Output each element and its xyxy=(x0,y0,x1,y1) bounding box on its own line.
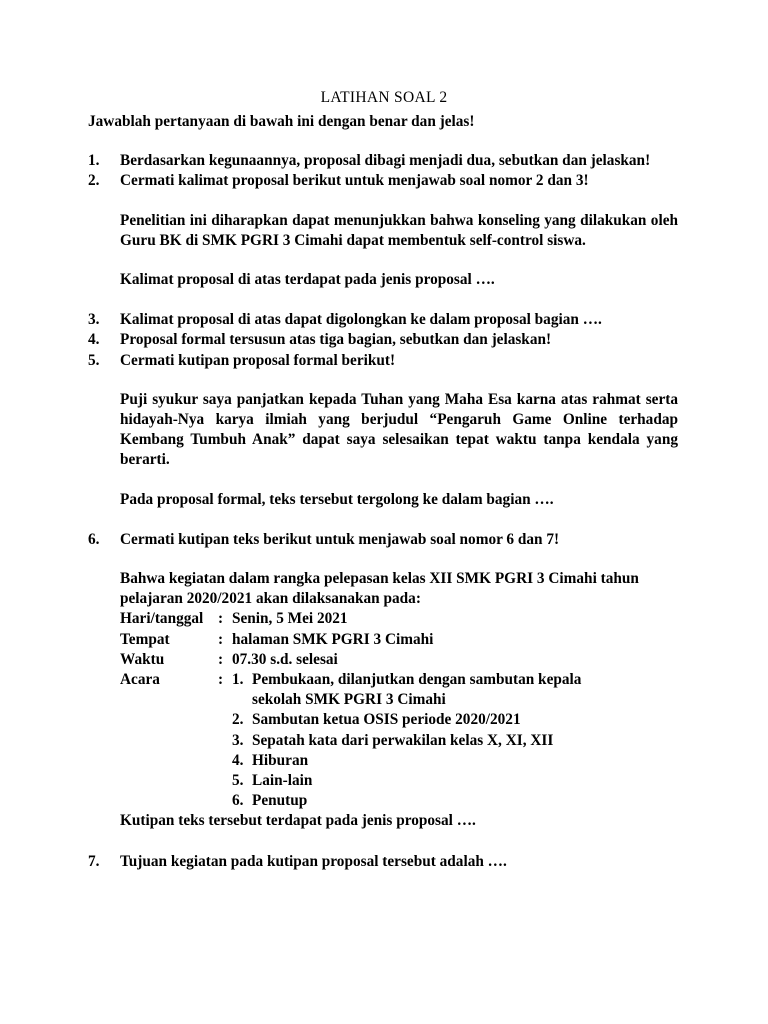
question-text-3: Kalimat proposal di atas dapat digolongkan ke dalam proposal bagian …. xyxy=(120,311,602,329)
detail-label: Waktu xyxy=(120,650,165,668)
agenda-number: 1. xyxy=(232,671,244,689)
question-item-5 xyxy=(88,351,678,371)
question-6-followup: Kutipan teks tersebut terdapat pada jenis proposal …. xyxy=(120,812,476,830)
agenda-number: 4. xyxy=(232,751,244,769)
question-number-2: 2. xyxy=(88,172,100,190)
agenda-item xyxy=(232,670,678,690)
question-item-1 xyxy=(88,151,678,171)
question-number-4: 4. xyxy=(88,331,100,349)
agenda-text: Hiburan xyxy=(252,751,309,769)
detail-label: Tempat xyxy=(120,630,170,648)
question-number-6: 6. xyxy=(88,530,100,548)
question-item-6 xyxy=(88,530,678,550)
spacer xyxy=(88,290,678,310)
agenda-number: 5. xyxy=(232,772,244,790)
question-2-passage: Penelitian ini diharapkan dapat menunjukkan bahwa konseling yang dilakukan oleh Guru BK di SMK PGRI 3 Cimahi dapat membentuk self-control siswa. xyxy=(120,211,678,249)
question-number-1: 1. xyxy=(88,152,100,170)
detail-separator: : xyxy=(218,610,224,628)
question-text-4: Proposal formal tersusun atas tiga bagian, sebutkan dan jelaskan! xyxy=(120,331,552,349)
detail-label: Hari/tanggal xyxy=(120,610,204,628)
question-number-5: 5. xyxy=(88,351,100,369)
document-body xyxy=(88,112,678,872)
agenda-continuation: sekolah SMK PGRI 3 Cimahi xyxy=(252,691,446,709)
detail-row-hari-tanggal xyxy=(120,609,678,629)
question-item-2 xyxy=(88,171,678,191)
agenda-number: 6. xyxy=(232,792,244,810)
question-number-3: 3. xyxy=(88,311,100,329)
agenda-number: 3. xyxy=(232,731,244,749)
question-text-2: Cermati kalimat proposal berikut untuk menjawab soal nomor 2 dan 3! xyxy=(120,172,589,190)
announcement-intro: Bahwa kegiatan dalam rangka pelepasan kelas XII SMK PGRI 3 Cimahi tahun pelajaran 2020/2021 akan dilaksanakan pada: xyxy=(120,570,639,608)
spacer xyxy=(88,471,678,490)
question-text-7: Tujuan kegiatan pada kutipan proposal tersebut adalah …. xyxy=(120,852,507,870)
agenda-text: Sambutan ketua OSIS periode 2020/2021 xyxy=(252,711,521,729)
instruction-line: Jawablah pertanyaan di bawah ini dengan benar dan jelas! xyxy=(88,113,475,130)
detail-row-acara xyxy=(120,670,678,811)
question-text-6: Cermati kutipan teks berikut untuk menjawab soal nomor 6 dan 7! xyxy=(120,530,560,548)
question-item-4 xyxy=(88,330,678,350)
question-text-5: Cermati kutipan proposal formal berikut! xyxy=(120,351,396,369)
question-2-followup: Kalimat proposal di atas terdapat pada jenis proposal …. xyxy=(120,271,495,289)
agenda-text: Sepatah kata dari perwakilan kelas X, XI, XII xyxy=(252,731,554,749)
detail-separator: : xyxy=(218,630,224,648)
detail-row-tempat xyxy=(120,630,678,650)
agenda-list xyxy=(232,670,678,811)
detail-row-waktu xyxy=(120,650,678,670)
question-item-7 xyxy=(88,852,678,872)
agenda-text: Penutup xyxy=(252,792,308,810)
question-6-passage xyxy=(120,569,678,832)
detail-value: Senin, 5 Mei 2021 xyxy=(232,610,348,628)
question-item-3 xyxy=(88,310,678,330)
detail-label: Acara xyxy=(120,671,160,689)
page-title: LATIHAN SOAL 2 xyxy=(320,89,448,107)
detail-value: halaman SMK PGRI 3 Cimahi xyxy=(232,630,434,648)
agenda-text: Pembukaan, dilanjutkan dengan sambutan kepala xyxy=(252,671,582,689)
spacer xyxy=(88,510,678,530)
detail-separator: : xyxy=(218,671,224,689)
question-number-7: 7. xyxy=(88,852,100,870)
agenda-text: Lain-lain xyxy=(252,772,313,790)
spacer xyxy=(88,550,678,569)
agenda-number: 2. xyxy=(232,711,244,729)
spacer xyxy=(88,251,678,270)
question-5-passage: Puji syukur saya panjatkan kepada Tuhan yang Maha Esa karna atas rahmat serta hidayah-Nya karya ilmiah yang berjudul “Pengaruh Game Online terhadap Kembang Tumbuh Anak” dapat saya selesaikan tepat waktu tanpa kendala yang berarti. xyxy=(120,390,678,469)
agenda-item xyxy=(232,731,678,751)
agenda-item xyxy=(232,791,678,811)
question-text-1: Berdasarkan kegunaannya, proposal dibagi menjadi dua, sebutkan dan jelaskan! xyxy=(120,152,651,170)
detail-separator: : xyxy=(218,650,224,668)
spacer xyxy=(88,192,678,211)
question-5-followup: Pada proposal formal, teks tersebut tergolong ke dalam bagian …. xyxy=(120,490,554,508)
detail-value: 07.30 s.d. selesai xyxy=(232,650,338,668)
agenda-item xyxy=(232,771,678,791)
agenda-item xyxy=(232,751,678,771)
agenda-item xyxy=(232,710,678,730)
spacer xyxy=(88,832,678,852)
spacer xyxy=(88,371,678,390)
